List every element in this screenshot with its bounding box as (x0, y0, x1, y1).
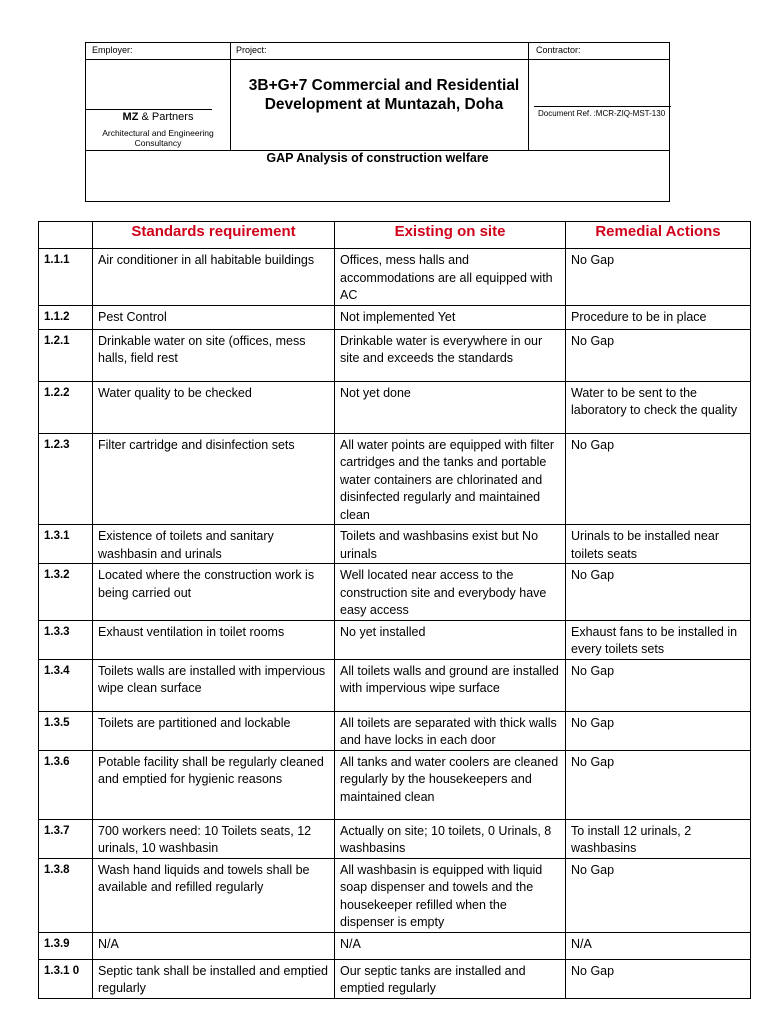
header-divider (86, 59, 669, 60)
company-subtitle: Architectural and Engineering Consultancy (102, 128, 214, 148)
document-header (85, 42, 670, 202)
remedial-cell: No Gap (566, 858, 751, 932)
standard-cell: Potable facility shall be regularly cleaned and emptied for hygienic reasons (93, 750, 335, 819)
column-header-id (39, 222, 93, 249)
contractor-label: Contractor: (536, 45, 581, 55)
existing-cell: Our septic tanks are installed and emptied regularly (335, 959, 566, 998)
existing-cell: Not implemented Yet (335, 305, 566, 329)
row-id: 1.3.2 (39, 564, 93, 621)
company-logo (86, 111, 230, 148)
row-id: 1.3.1 (39, 525, 93, 564)
standard-cell: 700 workers need: 10 Toilets seats, 12 urinals, 10 washbasin (93, 819, 335, 858)
existing-cell: Well located near access to the construction site and everybody have easy access (335, 564, 566, 621)
remedial-cell: No Gap (566, 564, 751, 621)
table-row (39, 620, 751, 659)
row-id: 1.1.2 (39, 305, 93, 329)
company-abbr: MZ (122, 111, 139, 123)
row-id: 1.3.3 (39, 620, 93, 659)
table-row (39, 329, 751, 381)
standard-cell: Exhaust ventilation in toilet rooms (93, 620, 335, 659)
standard-cell: Existence of toilets and sanitary washbasin and urinals (93, 525, 335, 564)
document-ref: Document Ref. :MCR-ZIQ-MST-130 (538, 109, 666, 118)
table-row (39, 819, 751, 858)
standard-cell: Filter cartridge and disinfection sets (93, 433, 335, 525)
table-row (39, 249, 751, 306)
gap-analysis-table (38, 221, 751, 999)
existing-cell: All toilets are separated with thick walls and have locks in each door (335, 711, 566, 750)
table-row (39, 659, 751, 711)
standard-cell: Wash hand liquids and towels shall be available and refilled regularly (93, 858, 335, 932)
remedial-cell: Exhaust fans to be installed in every toilets sets (566, 620, 751, 659)
existing-cell: All washbasin is equipped with liquid soap dispenser and towels and the housekeeper refilled when the dispenser is empty (335, 858, 566, 932)
row-id: 1.3.7 (39, 819, 93, 858)
row-id: 1.1.1 (39, 249, 93, 306)
remedial-cell: Procedure to be in place (566, 305, 751, 329)
existing-cell: No yet installed (335, 620, 566, 659)
table-row (39, 750, 751, 819)
standard-cell: Toilets are partitioned and lockable (93, 711, 335, 750)
table-row (39, 858, 751, 932)
standard-cell: Pest Control (93, 305, 335, 329)
standard-cell: Air conditioner in all habitable buildings (93, 249, 335, 306)
table-row (39, 932, 751, 959)
standard-cell: Toilets walls are installed with impervious wipe clean surface (93, 659, 335, 711)
standard-cell: Drinkable water on site (offices, mess halls, field rest (93, 329, 335, 381)
project-title: 3B+G+7 Commercial and Residential Development at Muntazah, Doha (248, 77, 520, 113)
table-row (39, 711, 751, 750)
table-row (39, 959, 751, 998)
existing-cell: All toilets walls and ground are installed with impervious wipe surface (335, 659, 566, 711)
company-name: & Partners (141, 111, 194, 123)
remedial-cell: No Gap (566, 659, 751, 711)
remedial-cell: No Gap (566, 249, 751, 306)
row-id: 1.2.3 (39, 433, 93, 525)
remedial-cell: No Gap (566, 329, 751, 381)
remedial-cell: Urinals to be installed near toilets seats (566, 525, 751, 564)
table-header-row (39, 222, 751, 249)
table-row (39, 433, 751, 525)
existing-cell: Actually on site; 10 toilets, 0 Urinals, 8 washbasins (335, 819, 566, 858)
remedial-cell: To install 12 urinals, 2 washbasins (566, 819, 751, 858)
column-header-standards: Standards requirement (93, 222, 335, 249)
row-id: 1.3.1 0 (39, 959, 93, 998)
standard-cell: Water quality to be checked (93, 381, 335, 433)
existing-cell: Not yet done (335, 381, 566, 433)
table-row (39, 381, 751, 433)
remedial-cell: No Gap (566, 959, 751, 998)
column-header-existing: Existing on site (335, 222, 566, 249)
standard-cell: Septic tank shall be installed and emptied regularly (93, 959, 335, 998)
project-label: Project: (236, 45, 267, 55)
remedial-cell: N/A (566, 932, 751, 959)
gap-title: GAP Analysis of construction welfare (266, 151, 489, 165)
table-row (39, 305, 751, 329)
row-id: 1.3.5 (39, 711, 93, 750)
existing-cell: Toilets and washbasins exist but No urinals (335, 525, 566, 564)
column-header-remedial: Remedial Actions (566, 222, 751, 249)
existing-cell: Offices, mess halls and accommodations are all equipped with AC (335, 249, 566, 306)
remedial-cell: No Gap (566, 711, 751, 750)
logo-rule (86, 109, 212, 110)
existing-cell: All tanks and water coolers are cleaned regularly by the housekeepers and maintained clean (335, 750, 566, 819)
table-row (39, 564, 751, 621)
row-id: 1.3.4 (39, 659, 93, 711)
row-id: 1.2.2 (39, 381, 93, 433)
row-id: 1.2.1 (39, 329, 93, 381)
existing-cell: Drinkable water is everywhere in our site and exceeds the standards (335, 329, 566, 381)
row-id: 1.3.9 (39, 932, 93, 959)
remedial-cell: Water to be sent to the laboratory to check the quality (566, 381, 751, 433)
row-id: 1.3.6 (39, 750, 93, 819)
existing-cell: All water points are equipped with filter cartridges and the tanks and portable water containers are chlorinated and disinfected regularly and maintained clean (335, 433, 566, 525)
employer-label: Employer: (92, 45, 133, 55)
standard-cell: N/A (93, 932, 335, 959)
row-id: 1.3.8 (39, 858, 93, 932)
existing-cell: N/A (335, 932, 566, 959)
contractor-rule (534, 106, 671, 107)
remedial-cell: No Gap (566, 750, 751, 819)
table-row (39, 525, 751, 564)
remedial-cell: No Gap (566, 433, 751, 525)
standard-cell: Located where the construction work is being carried out (93, 564, 335, 621)
